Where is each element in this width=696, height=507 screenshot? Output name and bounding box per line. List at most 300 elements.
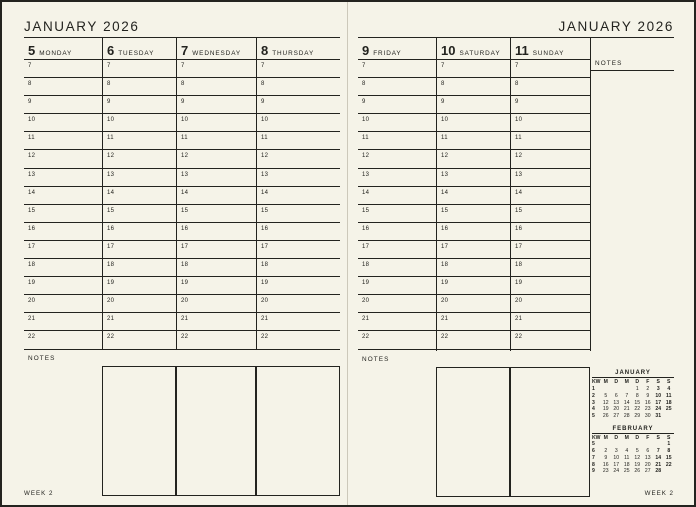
hour-label: 11 — [181, 135, 188, 142]
hour-slot — [437, 241, 510, 259]
notes-box-cell — [510, 351, 590, 497]
hour-label: 7 — [261, 63, 265, 69]
day-cell — [601, 386, 612, 393]
hour-label: 12 — [441, 153, 449, 160]
day-cell: 27 — [613, 412, 620, 419]
left-days-row — [24, 38, 340, 350]
day-cell: 6 — [646, 448, 650, 455]
day-column-tuesday[interactable] — [102, 38, 176, 350]
hour-label: 22 — [107, 334, 115, 341]
day-cell — [611, 386, 622, 393]
day-cell: 15 — [665, 454, 672, 461]
hour-slots[interactable] — [358, 60, 436, 350]
notes-box[interactable] — [510, 367, 590, 497]
mini-calendar-row — [592, 406, 674, 413]
hour-slot — [358, 187, 436, 205]
hour-label: 20 — [261, 298, 269, 305]
day-number: 6 — [107, 43, 115, 58]
mini-calendar-row — [592, 393, 674, 400]
hour-label: 22 — [28, 334, 36, 341]
day-number: 10 — [441, 43, 456, 58]
day-column-sunday[interactable] — [510, 38, 590, 351]
hour-label: 19 — [261, 280, 269, 287]
hour-slot — [177, 96, 256, 114]
week-number: 7 — [592, 454, 595, 461]
day-cell: 12 — [602, 399, 609, 406]
hour-label: 21 — [261, 316, 269, 323]
week-number: 6 — [592, 448, 595, 455]
hour-label: 11 — [515, 135, 522, 142]
weekday-header: F — [646, 379, 650, 386]
hour-label: 17 — [181, 243, 189, 250]
hour-slot — [24, 277, 102, 295]
hour-label: 7 — [28, 63, 32, 69]
hour-slot — [177, 169, 256, 187]
hour-slot — [24, 60, 102, 78]
day-cell — [632, 441, 643, 448]
hour-label: 19 — [441, 280, 449, 287]
right-days-row — [358, 38, 674, 351]
hour-slot — [257, 60, 340, 78]
mini-calendar-row — [592, 455, 674, 462]
mini-calendar-row — [592, 441, 674, 448]
weekday-header: S — [667, 379, 671, 386]
hour-label: 12 — [362, 153, 370, 160]
hour-label: 18 — [515, 262, 523, 269]
hour-label: 14 — [107, 189, 115, 196]
hour-slot — [511, 313, 590, 331]
hour-slot — [103, 150, 176, 168]
hour-slot — [437, 331, 510, 349]
day-cell: 30 — [644, 412, 651, 419]
day-cell: 14 — [655, 454, 662, 461]
hour-slots[interactable] — [103, 60, 176, 350]
hour-slot — [177, 114, 256, 132]
day-cell: 2 — [646, 386, 650, 393]
hour-label: 21 — [28, 316, 36, 323]
hour-slots[interactable] — [511, 60, 590, 350]
hour-slot — [358, 150, 436, 168]
day-header — [177, 38, 256, 60]
hour-label: 20 — [181, 298, 189, 305]
hour-label: 10 — [441, 117, 449, 124]
day-header — [437, 38, 510, 60]
hour-slot — [177, 241, 256, 259]
hour-label: 8 — [107, 81, 111, 88]
hour-slot — [24, 295, 102, 313]
day-cell: 7 — [625, 392, 629, 399]
hour-slot — [24, 132, 102, 150]
hour-label: 16 — [107, 225, 115, 232]
day-cell — [601, 441, 612, 448]
day-name: SATURDAY — [459, 50, 501, 57]
hour-label: 22 — [515, 334, 523, 341]
notes-box[interactable] — [102, 366, 176, 496]
hour-slot — [437, 277, 510, 295]
hour-slot — [103, 313, 176, 331]
day-cell: 21 — [623, 406, 630, 413]
hour-label: 19 — [515, 280, 523, 287]
hour-label: 17 — [28, 243, 36, 250]
hour-label: 7 — [515, 63, 519, 69]
day-cell: 27 — [644, 468, 651, 475]
hour-slot — [103, 223, 176, 241]
hour-slot — [103, 96, 176, 114]
left-week-footer: WEEK 2 — [24, 490, 54, 497]
day-cell: 18 — [665, 399, 672, 406]
hour-slot — [103, 205, 176, 223]
day-cell: 7 — [656, 448, 660, 455]
hour-slot — [511, 150, 590, 168]
hour-slots[interactable] — [257, 60, 340, 350]
left-notes-area[interactable] — [24, 350, 340, 496]
mini-calendar-row — [592, 386, 674, 393]
day-cell: 13 — [613, 399, 620, 406]
right-page — [348, 0, 696, 507]
day-cell: 17 — [655, 399, 662, 406]
hour-label: 20 — [107, 298, 115, 305]
hour-slot — [358, 169, 436, 187]
hour-slot — [257, 331, 340, 349]
hour-label: 20 — [362, 298, 370, 305]
hour-slot — [103, 169, 176, 187]
hour-label: 8 — [181, 81, 185, 88]
hour-label: 18 — [181, 262, 189, 269]
day-cell: 1 — [635, 386, 639, 393]
hour-label: 16 — [362, 225, 370, 232]
left-notes-label-cell — [24, 350, 102, 496]
hour-label: 13 — [28, 171, 36, 178]
hour-slot — [24, 187, 102, 205]
day-cell: 26 — [634, 468, 641, 475]
day-cell: 12 — [634, 454, 641, 461]
hour-slot — [437, 187, 510, 205]
notes-writing-area[interactable] — [24, 366, 102, 496]
hour-label: 11 — [261, 135, 268, 142]
hour-slot — [511, 331, 590, 349]
notes-writing-area[interactable] — [358, 367, 436, 497]
day-cell: 10 — [655, 392, 662, 399]
hour-label: 7 — [107, 63, 111, 69]
hour-label: 13 — [515, 171, 523, 178]
hour-slot — [257, 150, 340, 168]
day-number: 9 — [362, 43, 370, 58]
hour-label: 14 — [181, 189, 189, 196]
hour-slot — [511, 187, 590, 205]
hour-label: 15 — [261, 207, 269, 214]
hour-slot — [437, 259, 510, 277]
weekday-header: D — [614, 379, 619, 386]
hour-label: 17 — [362, 243, 370, 250]
hour-label: 18 — [441, 262, 449, 269]
hour-label: 12 — [107, 153, 115, 160]
hour-slot — [177, 132, 256, 150]
day-cell — [664, 413, 675, 420]
hour-slot — [437, 78, 510, 96]
weekday-header: D — [635, 379, 640, 386]
day-header — [257, 38, 340, 60]
day-number: 8 — [261, 43, 269, 58]
weekday-header: S — [656, 379, 660, 386]
hour-slot — [358, 96, 436, 114]
weekday-header: F — [646, 434, 650, 441]
hour-label: 10 — [107, 117, 115, 124]
hour-slot — [358, 114, 436, 132]
hour-slot — [437, 150, 510, 168]
notes-box[interactable] — [176, 366, 256, 496]
hour-label: 21 — [181, 316, 189, 323]
hour-label: 10 — [261, 117, 269, 124]
notes-box[interactable] — [256, 366, 340, 496]
day-cell: 6 — [614, 392, 618, 399]
notes-box-cell — [436, 351, 510, 497]
hour-label: 21 — [441, 316, 449, 323]
mini-calendar-title: FEBRUARY — [592, 426, 674, 434]
hour-label: 7 — [441, 63, 445, 69]
hour-label: 8 — [28, 81, 32, 88]
hour-slot — [24, 241, 102, 259]
day-cell — [611, 441, 622, 448]
hour-label: 8 — [441, 81, 445, 88]
hour-slots[interactable] — [177, 60, 256, 350]
hour-slot — [177, 331, 256, 349]
day-number: 5 — [28, 43, 36, 58]
hour-label: 14 — [362, 189, 370, 196]
day-header — [511, 38, 590, 60]
hour-slot — [103, 259, 176, 277]
hour-slots[interactable] — [437, 60, 510, 350]
hour-slot — [437, 132, 510, 150]
hour-slot — [511, 78, 590, 96]
day-column-thursday[interactable] — [256, 38, 340, 350]
side-notes-column[interactable] — [590, 38, 674, 351]
hour-slot — [177, 295, 256, 313]
week-number: 9 — [592, 468, 595, 475]
day-cell: 16 — [602, 461, 609, 468]
day-name: WEDNESDAY — [192, 50, 242, 57]
hour-slot — [257, 205, 340, 223]
mini-calendar-title: JANUARY — [592, 370, 674, 378]
day-name: TUESDAY — [118, 50, 155, 57]
day-cell: 25 — [665, 406, 672, 413]
day-cell: 22 — [634, 406, 641, 413]
hour-slot — [24, 78, 102, 96]
hour-label: 20 — [441, 298, 449, 305]
day-cell — [622, 386, 633, 393]
weekday-header: M — [624, 379, 629, 386]
hour-label: 8 — [362, 81, 366, 88]
mini-calendar-row — [592, 462, 674, 469]
day-column-wednesday[interactable] — [176, 38, 256, 350]
day-cell: 15 — [634, 399, 641, 406]
hour-label: 21 — [107, 316, 115, 323]
week-number: 5 — [592, 441, 595, 448]
day-cell: 14 — [623, 399, 630, 406]
day-cell — [653, 441, 664, 448]
day-column-monday[interactable] — [24, 38, 102, 350]
side-notes-label: NOTES — [591, 60, 674, 71]
hour-slot — [24, 223, 102, 241]
hour-slot — [257, 241, 340, 259]
hour-slot — [511, 205, 590, 223]
hour-slot — [511, 223, 590, 241]
hour-slots[interactable] — [24, 60, 102, 350]
hour-label: 10 — [181, 117, 189, 124]
day-cell: 25 — [623, 468, 630, 475]
side-notes-header — [591, 38, 674, 60]
day-name: MONDAY — [39, 50, 73, 57]
hour-label: 13 — [261, 171, 269, 178]
notes-label: NOTES — [28, 354, 56, 362]
hour-label: 11 — [362, 135, 369, 142]
hour-slot — [358, 205, 436, 223]
day-cell: 20 — [613, 406, 620, 413]
day-header — [358, 38, 436, 60]
hour-label: 12 — [261, 153, 269, 160]
kw-header: KW — [592, 379, 601, 386]
hour-label: 11 — [107, 135, 114, 142]
hour-label: 22 — [362, 334, 370, 341]
mini-calendar-row — [592, 448, 674, 455]
day-cell: 18 — [623, 461, 630, 468]
week-number: 5 — [592, 412, 595, 419]
hour-slot — [257, 295, 340, 313]
hour-slot — [177, 313, 256, 331]
hour-label: 17 — [441, 243, 449, 250]
hour-slot — [257, 114, 340, 132]
hour-slot — [437, 96, 510, 114]
day-cell — [622, 441, 633, 448]
hour-label: 22 — [181, 334, 189, 341]
hour-slot — [257, 259, 340, 277]
mini-calendars — [592, 370, 674, 481]
hour-slot — [177, 259, 256, 277]
hour-label: 15 — [107, 207, 115, 214]
day-cell: 1 — [667, 441, 671, 448]
day-number: 7 — [181, 43, 189, 58]
hour-label: 13 — [107, 171, 115, 178]
hour-slot — [177, 60, 256, 78]
day-cell: 4 — [667, 386, 671, 393]
hour-slot — [511, 241, 590, 259]
right-notes-label-cell — [358, 351, 436, 497]
side-notes-writing-area[interactable] — [591, 71, 674, 351]
day-cell: 31 — [655, 412, 662, 419]
week-number: 8 — [592, 461, 595, 468]
hour-slot — [437, 223, 510, 241]
hour-label: 19 — [28, 280, 36, 287]
hour-slot — [103, 295, 176, 313]
hour-slot — [24, 313, 102, 331]
hour-label: 20 — [28, 298, 36, 305]
mini-calendar-row — [592, 413, 674, 420]
hour-slot — [358, 295, 436, 313]
hour-label: 16 — [181, 225, 189, 232]
hour-slot — [358, 78, 436, 96]
notes-box-cell — [256, 350, 340, 496]
hour-slot — [177, 150, 256, 168]
hour-slot — [177, 78, 256, 96]
day-cell: 8 — [667, 448, 671, 455]
mini-calendar-row — [592, 468, 674, 475]
day-cell: 2 — [604, 448, 608, 455]
hour-label: 20 — [515, 298, 523, 305]
day-header — [103, 38, 176, 60]
hour-label: 16 — [515, 225, 523, 232]
hour-slot — [511, 96, 590, 114]
hour-label: 18 — [362, 262, 370, 269]
hour-slot — [511, 277, 590, 295]
day-cell: 22 — [665, 461, 672, 468]
hour-slot — [24, 114, 102, 132]
hour-label: 12 — [181, 153, 189, 160]
day-cell: 10 — [613, 454, 620, 461]
hour-slot — [24, 169, 102, 187]
day-name: FRIDAY — [373, 50, 402, 57]
kw-header: KW — [592, 434, 601, 441]
day-column-saturday[interactable] — [436, 38, 510, 351]
hour-label: 17 — [261, 243, 269, 250]
day-cell: 23 — [644, 406, 651, 413]
hour-slot — [103, 241, 176, 259]
weekday-header: S — [667, 434, 671, 441]
hour-slot — [103, 60, 176, 78]
hour-slot — [511, 295, 590, 313]
hour-label: 9 — [107, 99, 111, 106]
day-cell: 24 — [613, 468, 620, 475]
hour-label: 12 — [28, 153, 36, 160]
hour-slot — [358, 259, 436, 277]
hour-label: 22 — [261, 334, 269, 341]
hour-label: 15 — [362, 207, 370, 214]
weekday-header: M — [624, 434, 629, 441]
hour-slot — [511, 169, 590, 187]
hour-label: 13 — [362, 171, 370, 178]
hour-slot — [511, 132, 590, 150]
hour-label: 16 — [441, 225, 449, 232]
day-cell: 8 — [635, 392, 639, 399]
hour-label: 14 — [28, 189, 36, 196]
day-name: THURSDAY — [272, 50, 315, 57]
hour-slot — [358, 313, 436, 331]
day-cell: 11 — [666, 392, 672, 399]
left-page-header — [24, 14, 340, 38]
day-cell: 26 — [602, 412, 609, 419]
day-cell: 5 — [604, 392, 608, 399]
hour-label: 7 — [362, 63, 366, 69]
notes-box[interactable] — [436, 367, 510, 497]
hour-label: 9 — [28, 99, 32, 106]
week-number: 3 — [592, 399, 595, 406]
weekday-header: D — [635, 434, 640, 441]
hour-slot — [103, 277, 176, 295]
hour-label: 19 — [181, 280, 189, 287]
day-cell: 5 — [635, 448, 639, 455]
hour-slot — [103, 132, 176, 150]
hour-slot — [24, 259, 102, 277]
day-cell: 3 — [656, 386, 660, 393]
week-number: 4 — [592, 406, 595, 413]
mini-calendar-table — [592, 435, 674, 475]
notes-box-cell — [102, 350, 176, 496]
hour-slot — [257, 187, 340, 205]
day-column-friday[interactable] — [358, 38, 436, 351]
hour-label: 21 — [362, 316, 370, 323]
hour-label: 9 — [261, 99, 265, 106]
hour-slot — [257, 78, 340, 96]
notes-box-cell — [176, 350, 256, 496]
right-week-footer: WEEK 2 — [644, 490, 674, 497]
